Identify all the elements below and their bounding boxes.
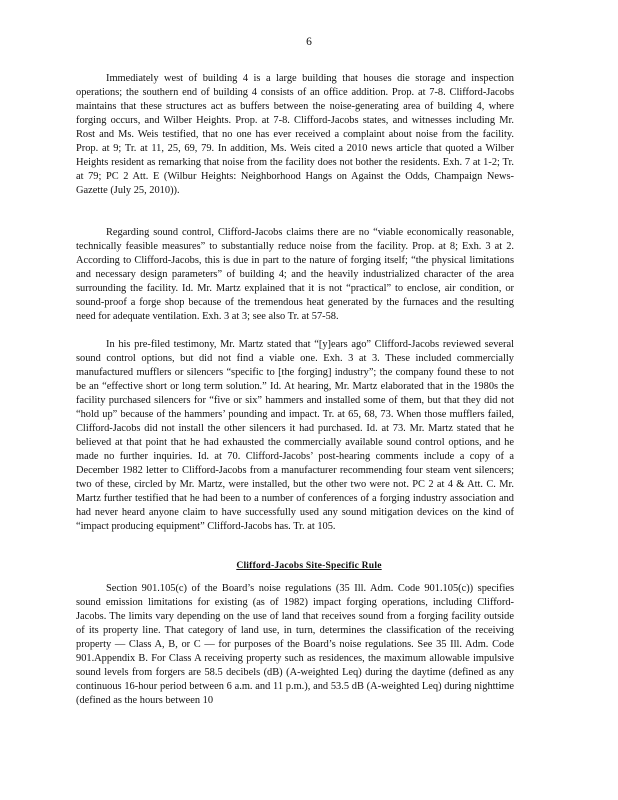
paragraph-martz-testimony: In his pre-filed testimony, Mr. Martz stated that “[y]ears ago” Clifford-Jacobs reviewed several sound control options, but did not find a viable one. Exh. 3 at 3. These included commercially manufactured mufflers or silencers “specific to [the forging] industry”; the company found these to not be an “effective short or long term solution.” Id. At hearing, Mr. Martz elaborated that in the 1980s the facility purchased silencers for “five or six” hammers and installed some of them, but that they did not “hold up” because of the hammers’ pounding and impact. Tr. at 65, 68, 73. When those mufflers failed, Clifford-Jacobs did not install the other silencers it had purchased. Id. at 73. Mr. Martz stated that he believed at that point that he had exhausted the commercially available sound control options, and he made no further inquiries. Id. at 70. Clifford-Jacobs’ post-hearing comments include a copy of a December 1982 letter to Clifford-Jacobs from a manufacturer recommending four steam vent silencers; two of these, circled by Mr. Martz, were installed, but the other two were not. PC 2 at 4 & Att. C. Mr. Martz further testified that he had been to a number of conferences of a forging industry association and had never heard anyone claim to have successfully used any sound mitigation devices on the kind of “impact producing equipment” Clifford-Jacobs has. Tr. at 105. <box>76 339 514 532</box>
paragraph-section-901-105: Section 901.105(c) of the Board’s noise regulations (35 Ill. Adm. Code 901.105(c)) specifies sound emission limitations for existing (as of 1982) impact forging operations, including Clifford-Jacobs. The limits vary depending on the use of land that receives sound from a forging facility outside of its property line. That category of land use, in turn, determines the classification of the receiving property — Class A, B, or C — for purposes of the Board’s noise regulations. See 35 Ill. Adm. Code 901.Appendix B. For Class A receiving property such as residences, the maximum allowable impulsive sound levels from forgers are 58.5 decibels (dB) (A-weighted Leq) during the daytime (defined as any continuous 16-hour period between 6 a.m. and 11 p.m.), and 53.5 dB (A-weighted Leq) during nighttime (defined as the hours between 10 <box>76 583 514 706</box>
paragraph-building-layout: Immediately west of building 4 is a large building that houses die storage and inspection operations; the southern end of building 4 consists of an office addition. Prop. at 7-8. Clifford-Jacobs maintains that these structures act as buffers between the noise-generating area of building 4, where forging occurs, and Wilber Heights. Prop. at 7-8. Clifford-Jacobs states, and witnesses including Mr. Rost and Ms. Weis testified, that no one has ever received a complaint about noise from the facility. Prop. at 9; Tr. at 11, 25, 69, 79. In addition, Ms. Weis cited a 2010 news article that quoted a Wilber Heights resident as remarking that noise from the facility does not bother the residents. Exh. 7 at 1-2; Tr. at 79; PC 2 Att. E (Wilbur Heights: Neighborhood Hangs on Against the Odds, Champaign News-Gazette (July 25, 2010)). <box>76 73 514 196</box>
section-heading: Clifford-Jacobs Site-Specific Rule <box>236 560 382 571</box>
paragraph-sound-control: Regarding sound control, Clifford-Jacobs claims there are no “viable economically reasonable, technically feasible measures” to substantially reduce noise from the facility. Prop. at 8; Exh. 3 at 2. According to Clifford-Jacobs, this is due in part to the nature of forging itself; “the physical limitations and necessary design parameters” of building 4; and the heavily industrialized character of the area surrounding the facility. Id. Mr. Martz explained that it is not “practical” to enclose, air condition, or sound-proof a forge shop because of the tremendous heat generated by the furnaces and the resulting need for adequate ventilation. Exh. 3 at 3; see also Tr. at 57-58. <box>76 227 514 322</box>
page-number: 6 <box>306 36 312 48</box>
